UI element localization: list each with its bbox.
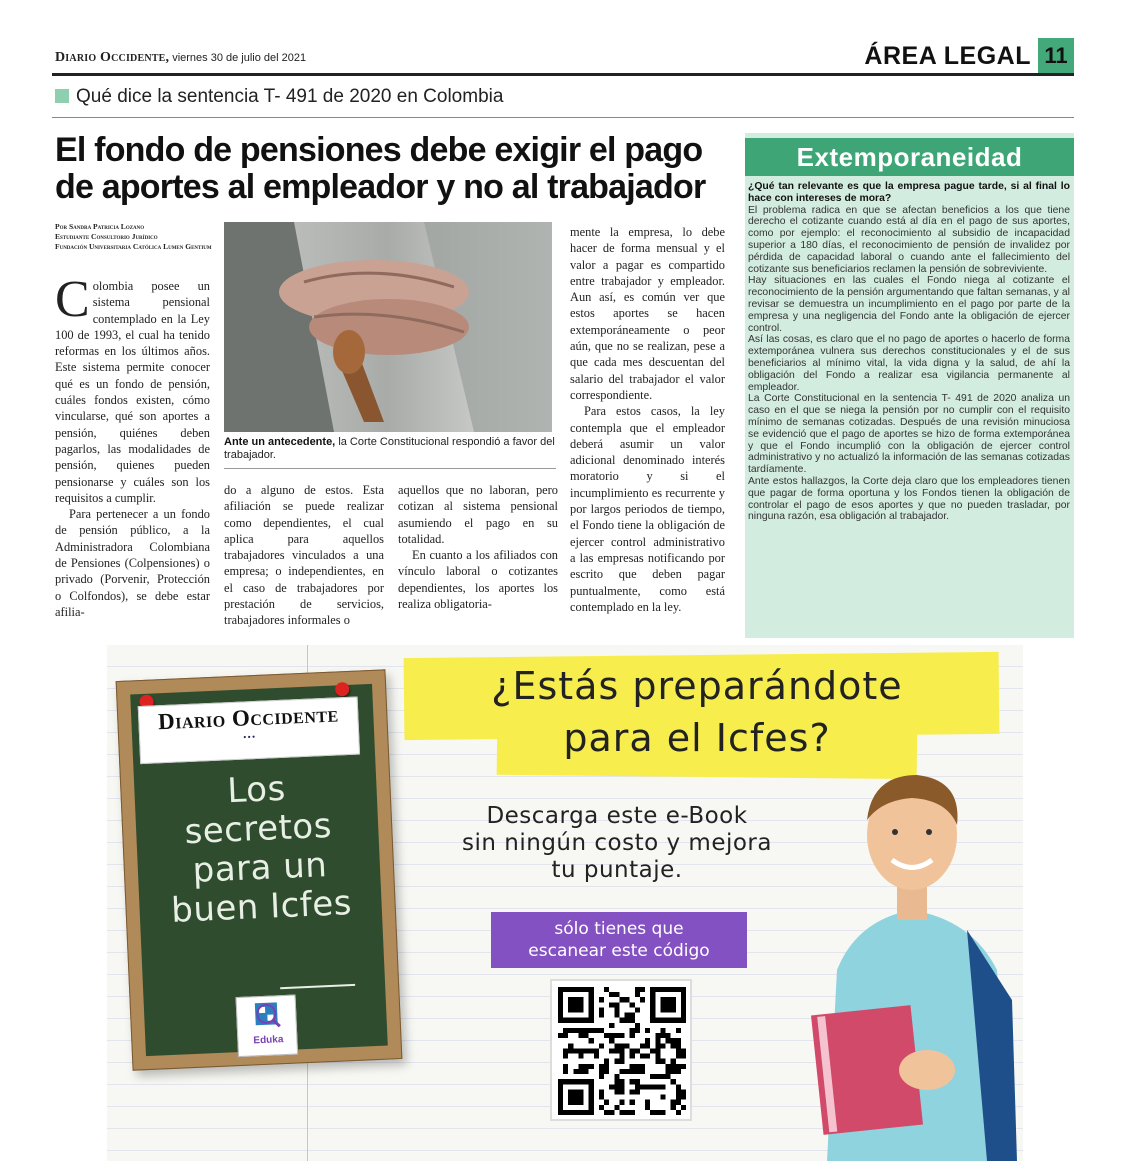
ad-subtext-line: sin ningún costo y mejora <box>462 830 772 856</box>
article-photo-hands <box>224 222 552 432</box>
byline-institution: Fundación Universitaria Católica Lumen Gentium <box>55 242 212 251</box>
board-logo-text: Diario Occidente <box>157 701 340 735</box>
chalkboard <box>116 669 403 1070</box>
sidebar-paragraph: Ante estos hallazgos, la Corte deja claro que los empleadores tienen que pagar de forma oportuna y los Fondos tienen la obligación de controlar el pago de esos aportes y que no pueden trasladar, por ninguna razón, esa obligación al trabajador. <box>748 475 1070 523</box>
article-paragraph: aquellos que no laboran, pero cotizan al sistema pensional asumiendo el pago en su totalidad. <box>398 483 558 546</box>
ad-subtext-line: tu puntaje. <box>551 857 683 883</box>
masthead <box>55 50 306 66</box>
article-paragraph: do a alguno de estos. Esta afiliación se puede realizar como dependientes, el cual aplica para aquellos trabajadores vinculados a una empresa; o independientes, en el caso de trabajadores por prestación de servicios, trabajadores informales o <box>224 483 384 628</box>
sidebar-title: Extemporaneidad <box>745 138 1074 176</box>
scan-code-cta[interactable] <box>491 912 747 968</box>
article-paragraph: Para estos casos, la ley contempla que el empleador deberá asumir un valor adicional denominado interés moratorio y si el incumplimiento es recurrente y por largos periodos de tiempo, el Fondo tiene la obligación de ejercer control administrativo a las empresas notificando por escrito que deben pagar puntualmente, como está contemplado en la ley. <box>570 404 725 614</box>
ad-headline-line: ¿Estás preparándote <box>491 664 903 708</box>
header-rule <box>52 73 1074 76</box>
caption-text: la Corte Constitucional respondió a favor del trabajador. <box>224 436 555 461</box>
ad-subtext-line: Descarga este e-Book <box>486 803 748 829</box>
kicker-text: Qué dice la sentencia T- 491 de 2020 en Colombia <box>76 86 504 107</box>
drop-cap: C <box>55 271 90 328</box>
section-title: ÁREA LEGAL <box>864 42 1031 70</box>
byline <box>55 222 215 252</box>
article-paragraph: mente la empresa, lo debe hacer de forma mensual y el valor a pagar es compartido entre trabajador y empleador. Aun así, es común ver que estos aportes se hacen extemporáneamente o peor aún, que no se realizan, pese a que cada mes descuentan del salario del trabajador el valor correspondiente. <box>570 225 725 402</box>
sidebar-question: ¿Qué tan relevante es que la empresa pague tarde, si al final lo hace con intereses de mora? <box>748 181 1070 204</box>
byline-author: Por Sandra Patricia Lozano <box>55 222 145 231</box>
sidebar-paragraph: Hay situaciones en las cuales el Fondo niega al cotizante el reconocimiento de la pensión argumentando que faltan semanas, y al revisar se demuestra un incumplimiento en el pago por parte de la empresa y una negligencia del Fondo ante la obligación de ejercer control. <box>748 275 1070 334</box>
article-column-4 <box>570 224 725 615</box>
kicker-rule <box>52 117 1074 118</box>
sidebar-paragraph: Así las cosas, es claro que el no pago de aportes o hacerlo de forma extemporánea vulnera sus derechos constitucionales y el de sus beneficiarios al mínimo vital, la vida digna y la salud, de ahí la obligación del Fondo a realizar esa vigilancia permanente al empleador. <box>748 334 1070 393</box>
article-headline: El fondo de pensiones debe exigir el pago de aportes al empleador y no al trabajador <box>55 131 706 206</box>
sidebar-paragraph: El problema radica en que se afectan beneficios a los que tiene derecho el cotizante cuando está al día en el pago de sus aportes, como por ejemplo: el reconocimiento al subsidio de incapacidad superior a 180 días, el reconocimiento de pensión de invalidez por pérdida de capacidad laboral o cuando ante el fallecimiento del cotizante sus beneficiarios reclamen la pensión de sobreviviente. <box>748 204 1070 275</box>
kicker-square-icon <box>55 89 69 103</box>
eduka-logo <box>236 995 299 1058</box>
article-column-2 <box>224 482 384 629</box>
icfes-advertisement[interactable] <box>107 645 1023 1161</box>
article-paragraph: Colombia posee un sistema pensional contemplado en la Ley 100 de 1993, el cual ha tenido reformas en los últimos años. Este sistema permite conocer qué es un fondo de pensión, cuáles fondos existen, cómo vincularse, qué son aportes a pensión, quiénes deben pagarlos, las modalidades de pensión, quienes pueden pensionarse y cuáles son los requisitos a cumplir. <box>55 271 210 505</box>
sidebar-paragraph: La Corte Constitucional en la sentencia T- 491 de 2020 analiza un caso en el que se niega la pensión por no cumplir con el requisito mínimo de semanas cotizadas. Después de una revisión minuciosa se evidenció que el pago de aportes se hizo de forma extemporánea y que el Fondo incumplió con la obligación de ejercer control administrativo y no actualizó la información de las semanas cotizadas tardíamente. <box>748 393 1070 476</box>
caption-lead: Ante un antecedente, <box>224 436 336 448</box>
article-column-1 <box>55 271 210 620</box>
qr-code[interactable] <box>550 979 692 1121</box>
article-column-3 <box>398 482 558 612</box>
student-with-book-image <box>797 740 1023 1161</box>
cta-line: escanear este código <box>528 941 710 961</box>
board-paper-logo <box>138 697 360 765</box>
article-paragraph: En cuanto a los afiliados con vínculo laboral o cotizantes dependientes, los aportes los realiza obligatoria- <box>398 548 558 612</box>
caption-rule <box>224 468 556 469</box>
ad-headline-line: para el Icfes? <box>563 716 831 760</box>
photo-caption <box>224 436 556 462</box>
eduka-text: Eduka <box>253 1034 284 1047</box>
sidebar-body <box>748 181 1070 523</box>
page-number: 11 <box>1038 38 1074 74</box>
eduka-qr-icon <box>237 996 297 1036</box>
issue-date: viernes 30 de julio del 2021 <box>172 52 307 64</box>
paper-name: Diario Occidente, <box>55 50 170 65</box>
cta-line: sólo tienes que <box>554 919 684 939</box>
social-icons: ● ● ● <box>243 734 256 741</box>
ad-subtext <box>437 803 797 884</box>
kicker <box>55 86 503 108</box>
article-paragraph: Para pertenecer a un fondo de pensión público, a la Administradora Colombiana de Pensiones (Colpensiones) o privado (Porvenir, Protección o Colfondos), se debe estar afilia- <box>55 507 210 619</box>
byline-role: Estudiante Consultorio Jurídico <box>55 232 158 241</box>
qr-code-icon <box>558 987 686 1115</box>
board-chalk-text: Los secretos para un buen Icfes <box>170 768 353 931</box>
